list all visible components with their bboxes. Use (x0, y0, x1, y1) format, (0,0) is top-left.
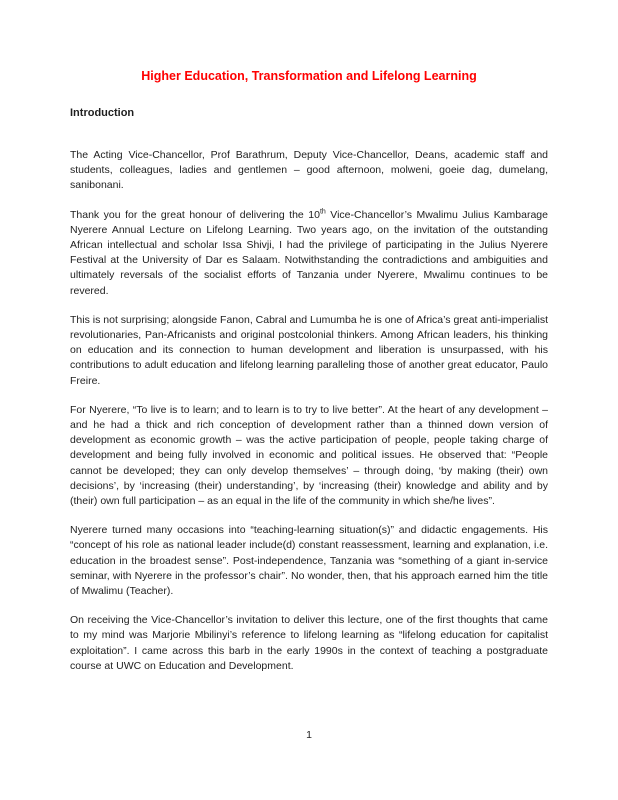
section-heading-introduction: Introduction (70, 107, 135, 119)
paragraph-lecture-honour (70, 208, 548, 299)
paragraph-to-live-is-to-learn: For Nyerere, “To live is to learn; and to learn is to try to live better”. At the heart of any development – and he had a thick and rich conception of development rather than a thinned down version of development as economic growth – was the active participation of people, people taking charge of development and being fully involved in economic and political issues. He observed that: “People cannot be developed; they can only develop themselves’ – through doing, ‘by making (their) own decisions’, by ‘increasing (their) understanding’, by ‘increasing (their) knowledge and ability and by (their) own full participation – as an equal in the life of the community in which she/he lives”. (70, 403, 548, 508)
page-number: 1 (306, 729, 312, 741)
paragraph-lecture-honour-pre: Thank you for the great honour of delivering the 10 (70, 208, 320, 221)
paragraph-anti-imperialist: This is not surprising; alongside Fanon, Cabral and Lumumba he is one of Africa’s great anti-imperialist revolutionaries, Pan-Africanists and original postcolonial thinkers. Among African leaders, his thinking on education and its connection to human development and liberation is unsurpassed, with his contributions to adult education and lifelong learning paralleling those of another great educator, Paulo Freire. (70, 313, 548, 387)
paragraph-invitation: On receiving the Vice-Chancellor’s invitation to deliver this lecture, one of the first thoughts that came to my mind was Marjorie Mbilinyi’s reference to lifelong learning as “lifelong education for capitalist exploitation”. I came across this barb in the early 1990s in the context of teaching a postgraduate course at UWC on Education and Development. (70, 614, 548, 672)
ordinal-superscript: th (319, 208, 326, 216)
document-content (70, 68, 548, 688)
document-title: Higher Education, Transformation and Lifelong Learning (141, 69, 477, 83)
paragraph-lecture-honour-post: Vice-Chancellor’s Mwalimu Julius Kambarage Nyerere Annual Lecture on Lifelong Learning. Two years ago, on the invitation of the outstanding African intellectual and scholar Issa Shivji, I had the privilege of participating in the Julius Nyerere Festival at the University of Dar es Salaam. Notwithstanding the contradictions and ambiguities and ultimately reversals of the socialist efforts of Tanzania under Nyerere, Mwalimu continues to be revered. (70, 208, 548, 297)
paragraph-salutation: The Acting Vice-Chancellor, Prof Barathrum, Deputy Vice-Chancellor, Deans, academic staff and students, colleagues, ladies and gentlemen – good afternoon, molweni, goeie dag, dumelang, sanibonani. (70, 149, 548, 192)
paragraph-teaching-learning: Nyerere turned many occasions into “teaching-learning situation(s)” and didactic engagements. His “concept of his role as national leader include(d) constant reassessment, learning and explanation, i.e. education in the broadest sense”. Post-independence, Tanzania was “something of a giant in-service seminar, with Nyerere in the professor’s chair”. No wonder, then, that his approach earned him the title of Mwalimu (Teacher). (70, 524, 548, 598)
